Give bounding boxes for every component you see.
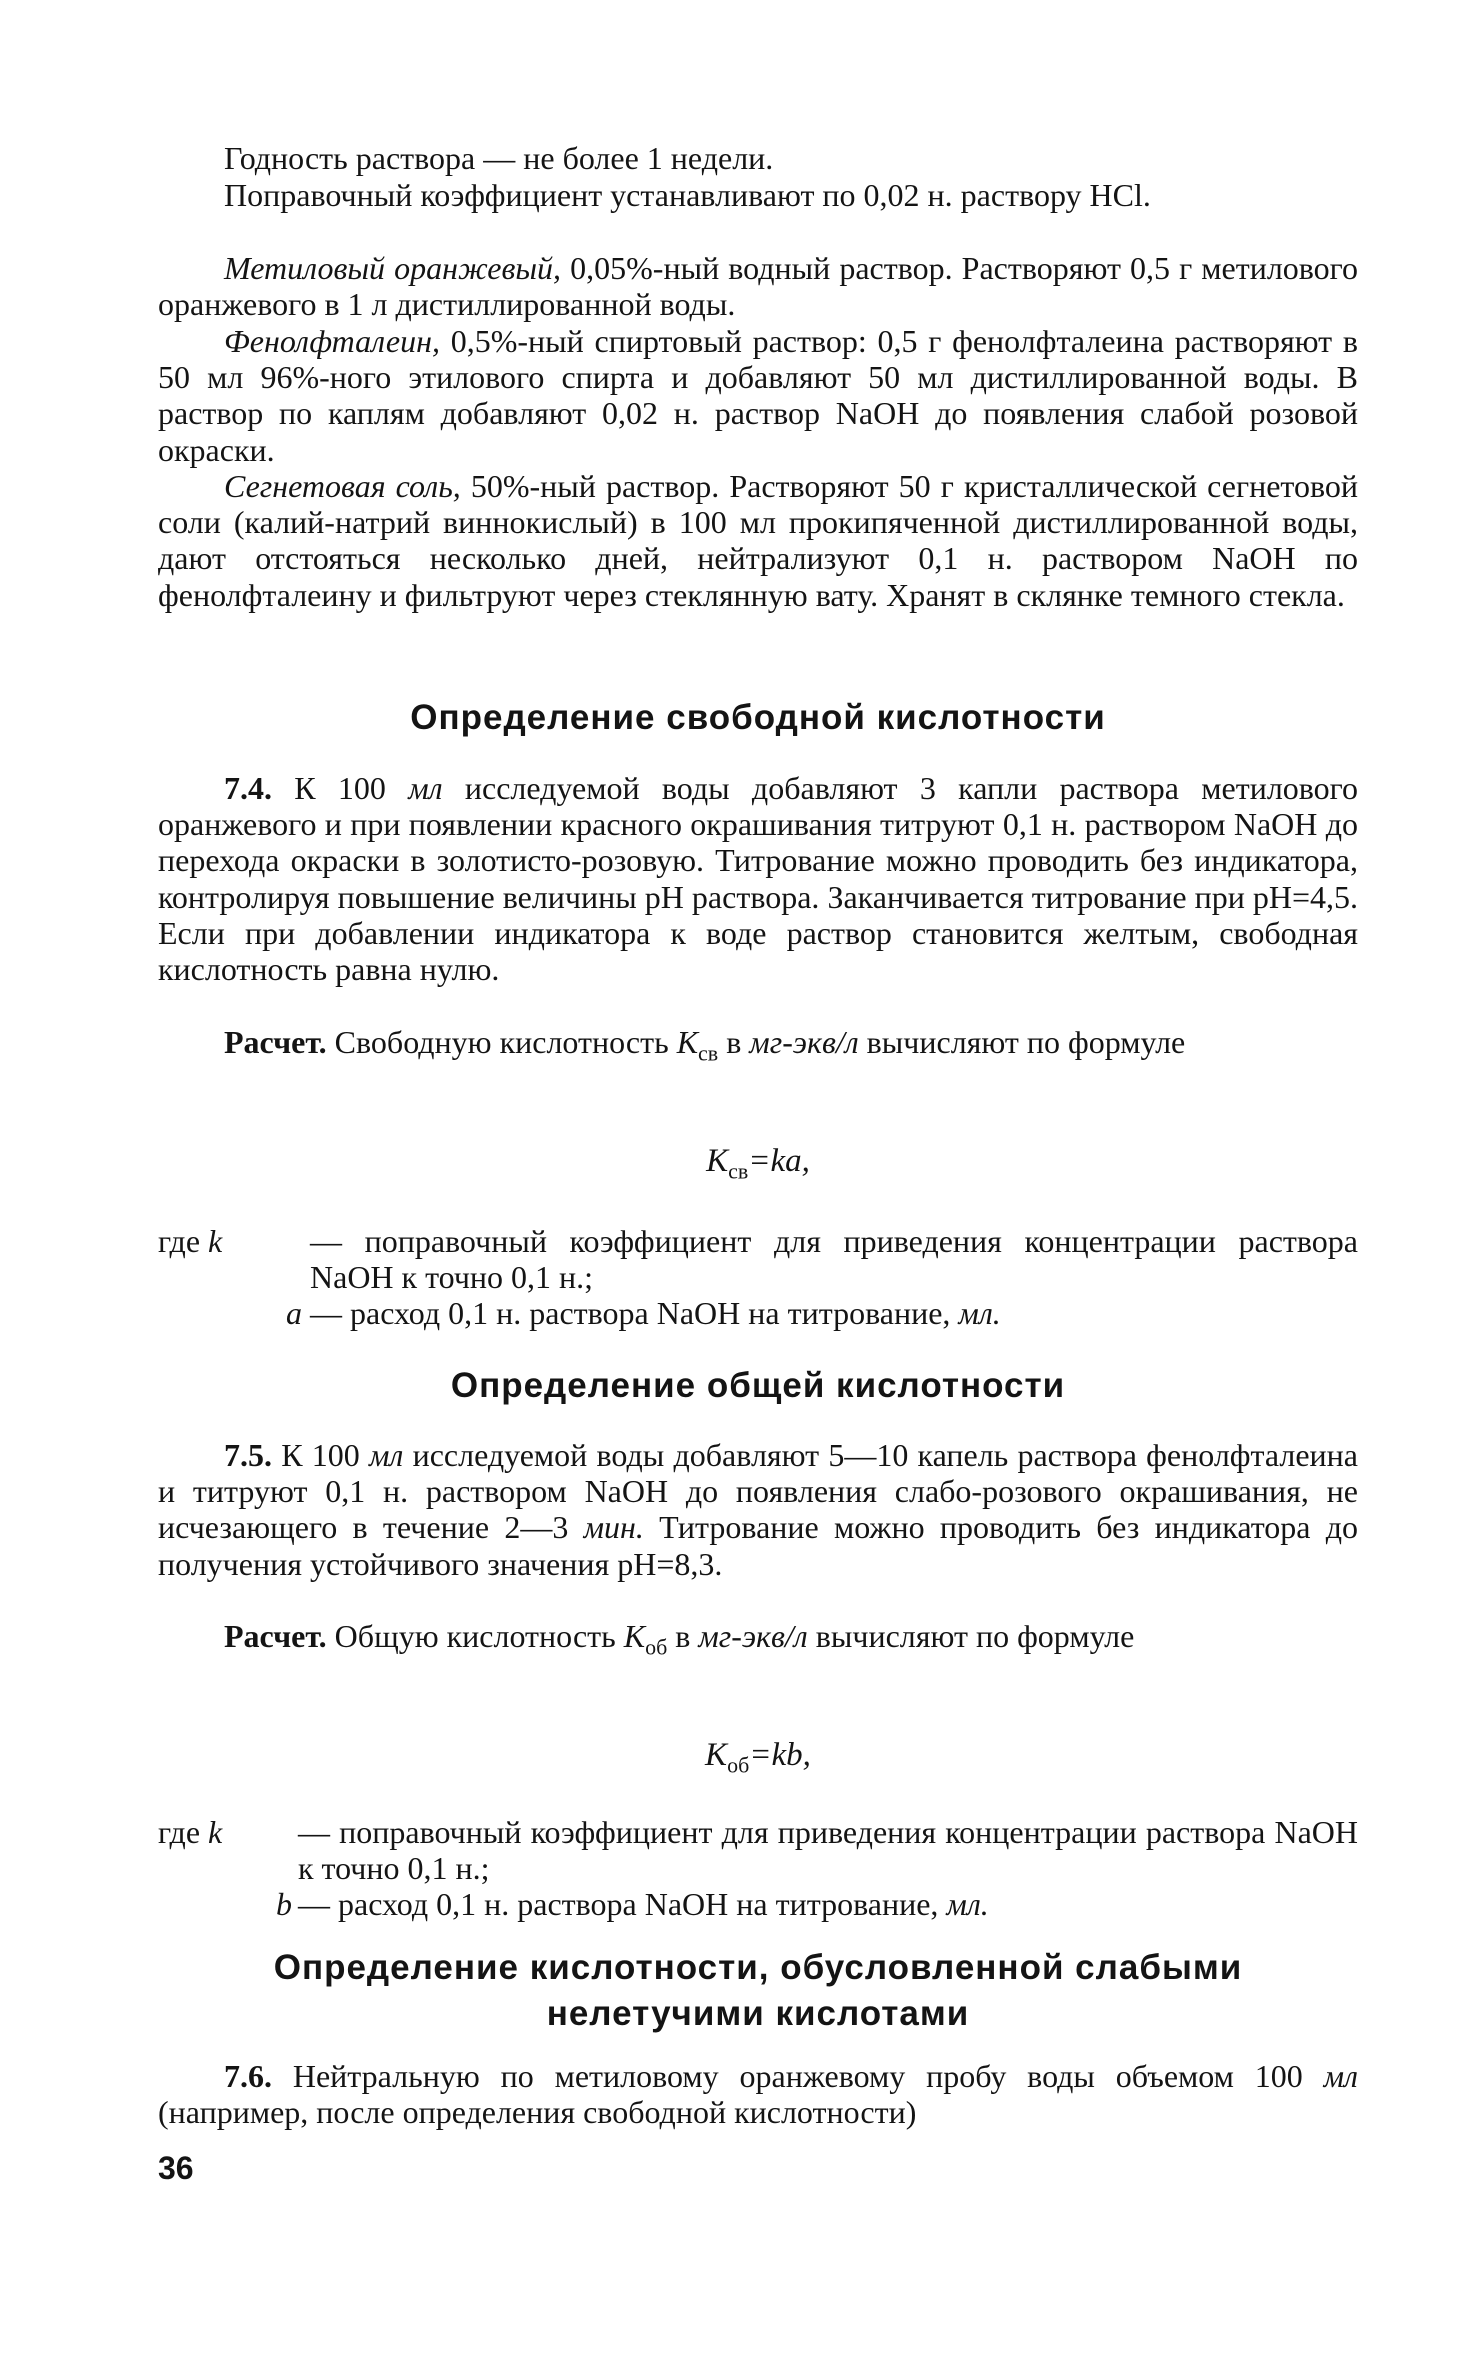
phenolphthalein-paragraph: Фенолфталеин, 0,5%-ный спиртовый раствор: 0,5 г фенолфталеина растворяют в 50 мл 96%-ного этилового спирта и добавляют 50 мл дистиллированной воды. В раствор по каплям добавляют 0,02 н. раствор NaOH до появления слабой розовой окраски. bbox=[158, 323, 1358, 468]
methyl-orange-paragraph: Метиловый оранжевый, 0,05%-ный водный раствор. Растворяют 0,5 г метилового оранжевого в 1 л дистиллированной воды. bbox=[158, 250, 1359, 323]
correction-factor-paragraph: Поправочный коэффициент устанавливают по 0,02 н. раствору HCl. bbox=[224, 177, 1151, 213]
shelf-life-line: Годность раствора — не более 1 недели. bbox=[224, 140, 774, 176]
calc-label: Расчет. bbox=[224, 1618, 327, 1654]
legend-row-a: a — расход 0,1 н. раствора NaOH на титрование, мл. bbox=[286, 1295, 1001, 1331]
phenolphthalein-term: Фенолфталеин, bbox=[224, 323, 440, 359]
free-acidity-legend bbox=[158, 1223, 1358, 1331]
item-number: 7.6. bbox=[224, 2058, 272, 2094]
heading-total-acidity: Определение общей кислотности bbox=[450, 1366, 1066, 1405]
total-acidity-calculation: Расчет. Общую кислотность $K_{об}$ в мг-экв/л вычисляют по формуле bbox=[224, 1618, 1135, 1660]
heading-weak-acids: Определение кислотности, обусловленной слабыми нелетучими кислотами bbox=[273, 1948, 1243, 2033]
item-number: 7.5. bbox=[224, 1437, 272, 1473]
legend-row-b: b — расход 0,1 н. раствора NaOH на титрование, мл. bbox=[276, 1886, 989, 1922]
methyl-orange-term: Метиловый оранжевый, bbox=[224, 250, 562, 286]
weak-acids-procedure: 7.6. Нейтральную по метиловому оранжевому пробу воды объемом 100 мл (например, после определения свободной кислотности) bbox=[158, 2058, 1358, 2131]
legend-row-k: где k — поправочный коэффициент для приведения концентрации раствора NaOH к точно 0,1 н.; bbox=[158, 1223, 1358, 1295]
formula-total-acidity: $K_{об}=kb$, bbox=[705, 1737, 811, 1778]
calc-label: Расчет. bbox=[224, 1024, 327, 1060]
total-acidity-procedure: 7.5. К 100 мл исследуемой воды добавляют 5—10 капель раствора фенолфталеина и титруют 0,1 н. раствором NaOH до появления слабо-розового окрашивания, не исчезающего в течение 2—3 мин. Титрование можно проводить без индикатора до получения устойчивого значения pH=8,3. bbox=[158, 1437, 1359, 1582]
seignette-salt-paragraph: Сегнетовая соль, 50%-ный раствор. Растворяют 50 г кристаллической сегнетовой соли (калий-натрий виннокислый) в 100 мл прокипяченной дистиллированной воды, дают отстояться несколько дней, нейтрализуют 0,1 н. раствором NaOH по фенолфталеину и фильтруют через стеклянную вату. Хранят в склянке темного стекла. bbox=[158, 468, 1359, 613]
legend-row-k: где k — поправочный коэффициент для приведения концентрации раствора NaOH к точно 0,1 н.; bbox=[158, 1814, 1358, 1886]
page-number: 36 bbox=[158, 2150, 194, 2186]
seignette-salt-term: Сегнетовая соль, bbox=[224, 468, 461, 504]
free-acidity-procedure: 7.4. К 100 мл исследуемой воды добавляют 3 капли раствора метилового оранжевого и при появлении красного окрашивания титруют 0,1 н. раствором NaOH до перехода окраски в золотисто-розовую. Титрование можно проводить без индикатора, контролируя повышение величины pH раствора. Заканчивается титрование при pH=4,5. Если при добавлении индикатора к воде раствор становится желтым, свободная кислотность равна нулю. bbox=[158, 770, 1359, 988]
total-acidity-legend bbox=[158, 1814, 1358, 1922]
free-acidity-calculation: Расчет. Свободную кислотность $K_{св}$ в мг-экв/л вычисляют по формуле bbox=[224, 1024, 1186, 1066]
item-number: 7.4. bbox=[224, 770, 272, 806]
formula-free-acidity: $K_{св}=ka$, bbox=[706, 1143, 810, 1184]
heading-free-acidity: Определение свободной кислотности bbox=[410, 698, 1106, 737]
